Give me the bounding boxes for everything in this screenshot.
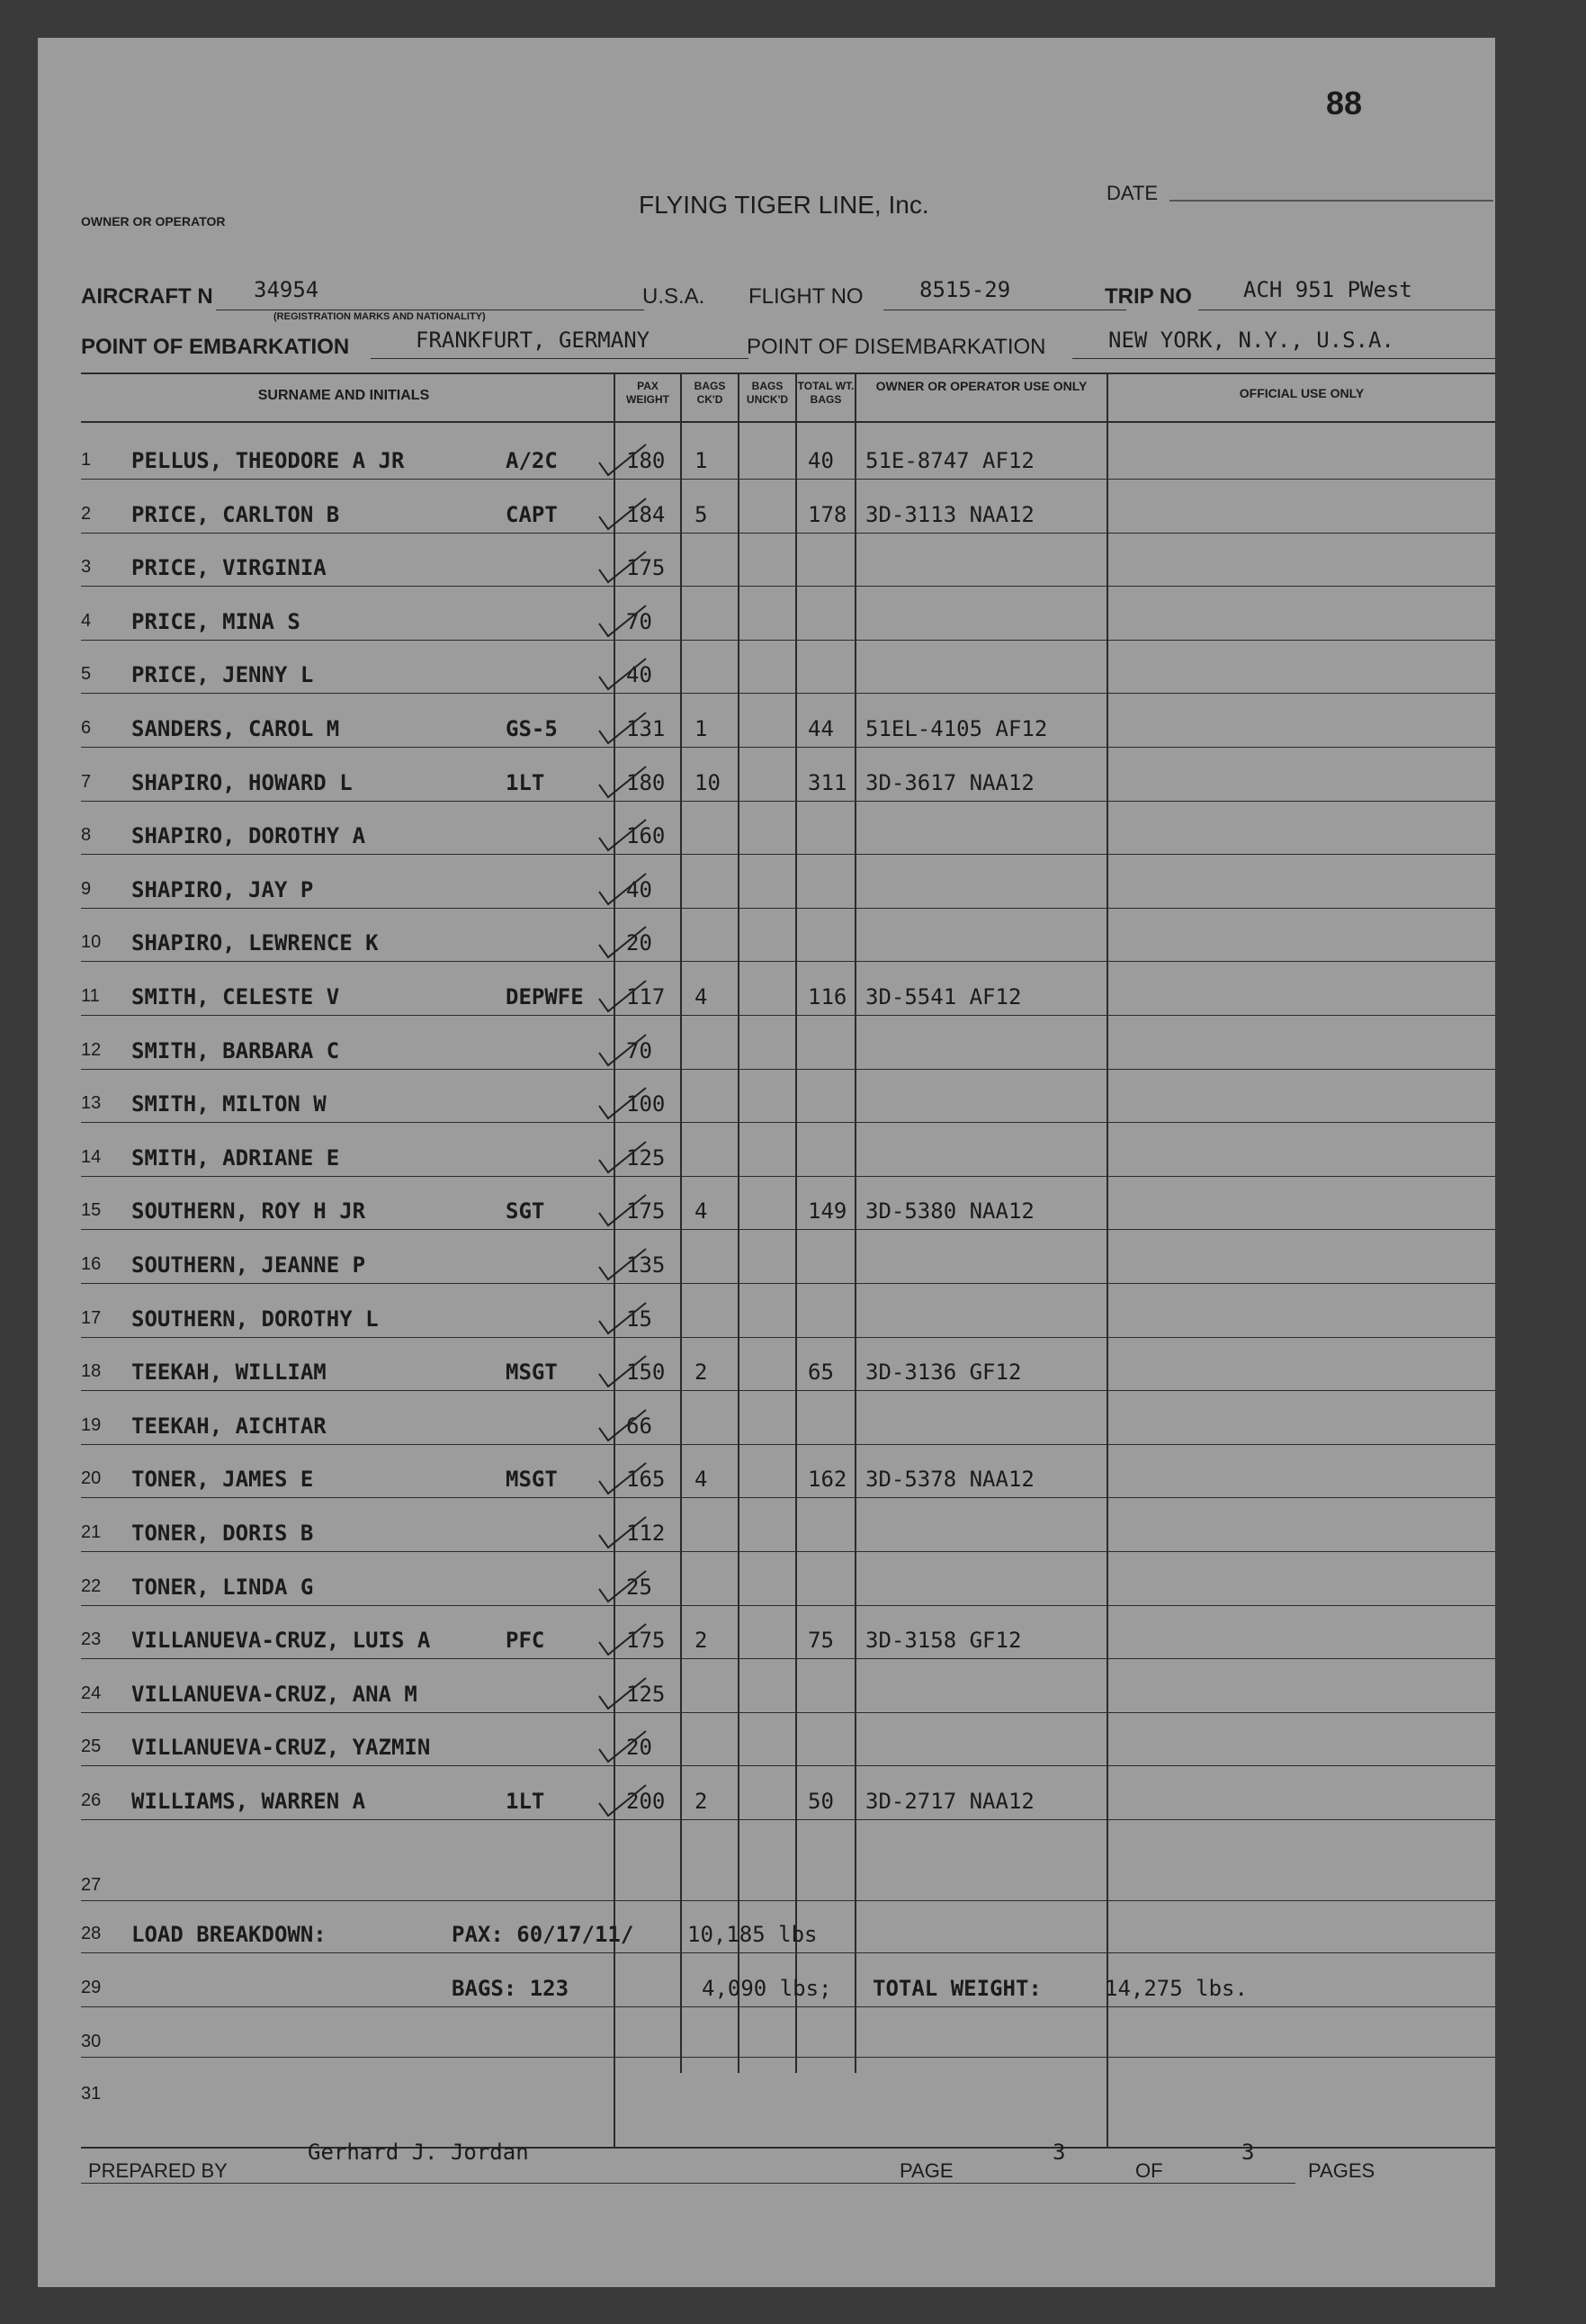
- check-mark-icon: [596, 765, 650, 801]
- row-line: [81, 586, 1495, 587]
- row-line: [81, 1444, 1495, 1445]
- bags-checked-cell: 4: [694, 1467, 708, 1492]
- check-mark-icon: [596, 1461, 650, 1497]
- pax-weight-cell: 15: [626, 1306, 652, 1332]
- col-divider-owner: [855, 372, 856, 2073]
- row-line: [81, 2057, 1495, 2058]
- row-line: [81, 747, 1495, 748]
- check-mark-icon: [596, 1140, 650, 1176]
- pax-weight-cell: 125: [626, 1145, 666, 1171]
- passenger-name: SMITH, BARBARA C: [131, 1038, 340, 1063]
- total-bag-weight-cell: 311: [808, 770, 847, 795]
- row-line: [81, 908, 1495, 909]
- check-mark-icon: [596, 497, 650, 533]
- total-bag-weight-cell: 162: [808, 1467, 847, 1492]
- check-mark-icon: [596, 1622, 650, 1658]
- passenger-name: SOUTHERN, DOROTHY L: [131, 1306, 379, 1332]
- pax-weight-cell: 184: [626, 502, 666, 527]
- pax-weight-cell: 135: [626, 1252, 666, 1278]
- check-mark-icon: [596, 1783, 650, 1819]
- row-line: [81, 2006, 1495, 2007]
- row-line: [81, 1605, 1495, 1606]
- embark-label: POINT OF EMBARKATION: [81, 335, 350, 359]
- row-number: 19: [81, 1415, 102, 1435]
- pax-weight-cell: 131: [626, 716, 666, 741]
- table-bottom-line: [81, 2147, 1495, 2149]
- aircraft-number: 34954: [254, 277, 319, 302]
- row-number: 24: [81, 1683, 102, 1703]
- passenger-name: SOUTHERN, ROY H JR: [131, 1198, 366, 1224]
- bags-checked-cell: 2: [694, 1628, 708, 1653]
- header-bags-ckd: BAGS CK'D: [694, 380, 726, 406]
- flight-label: FLIGHT NO: [748, 284, 864, 309]
- date-underline: [1169, 200, 1493, 202]
- row-line: [81, 1122, 1495, 1123]
- embark-place: FRANKFURT, GERMANY: [416, 328, 650, 353]
- passenger-name: PRICE, CARLTON B: [131, 502, 340, 527]
- row-number: 14: [81, 1147, 102, 1167]
- owner-use-cell: 51EL-4105 AF12: [865, 716, 1048, 741]
- passenger-rank: MSGT: [506, 1467, 558, 1492]
- header-official: OFFICIAL USE ONLY: [1239, 386, 1365, 400]
- check-mark-icon: [596, 1033, 650, 1069]
- check-mark-icon: [596, 1515, 650, 1551]
- trip-label: TRIP NO: [1105, 284, 1192, 309]
- owner-use-cell: 51E-8747 AF12: [865, 448, 1035, 473]
- pax-weight-cell: 100: [626, 1091, 666, 1117]
- row-line: [81, 1229, 1495, 1230]
- passenger-name: TEEKAH, WILLIAM: [131, 1359, 327, 1385]
- row-number: 26: [81, 1790, 102, 1810]
- owner-label: OWNER OR OPERATOR: [81, 214, 226, 229]
- passenger-name: SMITH, CELESTE V: [131, 984, 340, 1009]
- row-number: 22: [81, 1576, 102, 1596]
- pax-weight-cell: 175: [626, 555, 666, 580]
- total-weight: 14,275 lbs.: [1105, 1976, 1248, 2001]
- passenger-rank: 1LT: [506, 770, 545, 795]
- row-line: [81, 1900, 1495, 1901]
- row-line: [81, 1952, 1495, 1953]
- row-line: [81, 1765, 1495, 1766]
- pax-weight-cell: 160: [626, 823, 666, 848]
- check-mark-icon: [596, 979, 650, 1015]
- owner-use-cell: 3D-3136 GF12: [865, 1359, 1022, 1385]
- total-bag-weight-cell: 44: [808, 716, 834, 741]
- bags-checked-cell: 4: [694, 1198, 708, 1224]
- header-owner-use: OWNER OR OPERATOR USE ONLY: [875, 379, 1088, 393]
- passenger-name: PELLUS, THEODORE A JR: [131, 448, 405, 473]
- check-mark-icon: [596, 550, 650, 586]
- passenger-name: TONER, JAMES E: [131, 1467, 314, 1492]
- page-number-value: 3: [1053, 2140, 1066, 2165]
- disembark-underline: [1072, 358, 1495, 359]
- table-top-line: [81, 372, 1495, 374]
- pax-weight-cell: 66: [626, 1413, 652, 1439]
- row-number: 15: [81, 1200, 102, 1220]
- row-line: [81, 1712, 1495, 1713]
- check-mark-icon: [596, 1247, 650, 1283]
- row-number: 1: [81, 450, 92, 470]
- passenger-rank: PFC: [506, 1628, 545, 1653]
- check-mark-icon: [596, 1676, 650, 1712]
- row-number: 10: [81, 932, 102, 952]
- passenger-name: SHAPIRO, JAY P: [131, 877, 314, 902]
- row-line: [81, 1337, 1495, 1338]
- pax-breakdown: PAX: 60/17/11/: [452, 1922, 634, 1947]
- total-bag-weight-cell: 65: [808, 1359, 834, 1385]
- flight-number: 8515-29: [919, 277, 1011, 302]
- row-line: [81, 1069, 1495, 1070]
- row-line: [81, 1015, 1495, 1016]
- row-number: 25: [81, 1736, 102, 1756]
- col-divider-bags: [680, 372, 682, 2073]
- passenger-name: SHAPIRO, HOWARD L: [131, 770, 353, 795]
- bags-checked-cell: 2: [694, 1359, 708, 1385]
- pax-weight: 10,185 lbs: [687, 1922, 818, 1947]
- bags-checked-cell: 5: [694, 502, 708, 527]
- passenger-rank: DEPWFE: [506, 984, 584, 1009]
- pax-weight-cell: 40: [626, 662, 652, 687]
- passenger-rank: CAPT: [506, 502, 558, 527]
- pax-weight-cell: 125: [626, 1682, 666, 1707]
- pax-weight-cell: 200: [626, 1789, 666, 1814]
- total-bag-weight-cell: 50: [808, 1789, 834, 1814]
- row-number: 31: [81, 2084, 102, 2104]
- passenger-rank: A/2C: [506, 448, 558, 473]
- row-number: 12: [81, 1040, 102, 1060]
- nationality: U.S.A.: [642, 284, 705, 309]
- pax-weight-cell: 117: [626, 984, 666, 1009]
- of-label: OF: [1135, 2159, 1163, 2182]
- row-number: 5: [81, 664, 92, 684]
- row-number: 20: [81, 1468, 102, 1488]
- passenger-name: SHAPIRO, LEWRENCE K: [131, 930, 379, 956]
- passenger-rank: GS-5: [506, 716, 558, 741]
- owner-use-cell: 3D-3158 GF12: [865, 1628, 1022, 1653]
- row-line: [81, 640, 1495, 641]
- pax-weight-cell: 25: [626, 1575, 652, 1600]
- row-line: [81, 1497, 1495, 1498]
- row-number: 21: [81, 1522, 102, 1542]
- pax-weight-cell: 70: [626, 1038, 652, 1063]
- check-mark-icon: [596, 604, 650, 640]
- bags-breakdown: BAGS: 123: [452, 1976, 569, 2001]
- pax-weight-cell: 20: [626, 1735, 652, 1760]
- row-line: [81, 1390, 1495, 1391]
- page-label: PAGE: [900, 2159, 954, 2182]
- passenger-name: PRICE, MINA S: [131, 609, 300, 634]
- header-bottom-line: [81, 421, 1495, 423]
- check-mark-icon: [596, 1301, 650, 1337]
- passenger-name: VILLANUEVA-CRUZ, LUIS A: [131, 1628, 431, 1653]
- row-number: 27: [81, 1875, 102, 1895]
- aircraft-label: AIRCRAFT N: [81, 284, 213, 309]
- row-number: 23: [81, 1629, 102, 1649]
- row-number: 17: [81, 1308, 102, 1328]
- prepared-by-name: Gerhard J. Jordan: [308, 2140, 529, 2165]
- check-mark-icon: [596, 1569, 650, 1605]
- check-mark-icon: [596, 443, 650, 479]
- passenger-rank: 1LT: [506, 1789, 545, 1814]
- page-number: 88: [1326, 85, 1363, 121]
- header-total-wt: TOTAL WT. BAGS: [797, 380, 855, 406]
- passenger-name: PRICE, JENNY L: [131, 662, 314, 687]
- total-bag-weight-cell: 75: [808, 1628, 834, 1653]
- owner-use-cell: 3D-5541 AF12: [865, 984, 1022, 1009]
- passenger-name: SHAPIRO, DOROTHY A: [131, 823, 366, 848]
- pax-weight-cell: 70: [626, 609, 652, 634]
- bags-checked-cell: 10: [694, 770, 721, 795]
- pax-weight-cell: 20: [626, 930, 652, 956]
- row-line: [81, 961, 1495, 962]
- passenger-name: WILLIAMS, WARREN A: [131, 1789, 366, 1814]
- check-mark-icon: [596, 818, 650, 854]
- passenger-name: TONER, LINDA G: [131, 1575, 314, 1600]
- bags-checked-cell: 1: [694, 716, 708, 741]
- header-pax: PAX WEIGHT: [626, 380, 669, 406]
- passenger-name: SMITH, MILTON W: [131, 1091, 327, 1117]
- bags-checked-cell: 2: [694, 1789, 708, 1814]
- check-mark-icon: [596, 925, 650, 961]
- row-number: 6: [81, 718, 92, 738]
- load-breakdown-label: LOAD BREAKDOWN:: [131, 1922, 327, 1947]
- pages-label: PAGES: [1308, 2159, 1375, 2182]
- pax-weight-cell: 165: [626, 1467, 666, 1492]
- passenger-name: PRICE, VIRGINIA: [131, 555, 327, 580]
- total-bag-weight-cell: 178: [808, 502, 847, 527]
- check-mark-icon: [596, 657, 650, 693]
- row-number: 7: [81, 772, 92, 792]
- registration-note: (REGISTRATION MARKS AND NATIONALITY): [273, 311, 486, 322]
- owner-use-cell: 3D-3113 NAA12: [865, 502, 1035, 527]
- footer-underline: [81, 2183, 1295, 2184]
- bags-checked-cell: 4: [694, 984, 708, 1009]
- row-line: [81, 1176, 1495, 1177]
- total-bag-weight-cell: 149: [808, 1198, 847, 1224]
- check-mark-icon: [596, 1193, 650, 1229]
- owner-use-cell: 3D-5378 NAA12: [865, 1467, 1035, 1492]
- row-number: 28: [81, 1924, 102, 1943]
- disembark-label: POINT OF DISEMBARKATION: [747, 335, 1046, 359]
- row-line: [81, 801, 1495, 802]
- passenger-name: TONER, DORIS B: [131, 1521, 314, 1546]
- col-divider-unck: [738, 372, 739, 2073]
- pax-weight-cell: 180: [626, 448, 666, 473]
- total-pages-value: 3: [1241, 2140, 1255, 2165]
- operator-name: FLYING TIGER LINE, Inc.: [639, 191, 929, 219]
- passenger-name: VILLANUEVA-CRUZ, YAZMIN: [131, 1735, 431, 1760]
- row-number: 13: [81, 1093, 102, 1113]
- row-line: [81, 533, 1495, 534]
- row-number: 30: [81, 2032, 102, 2051]
- header-surname: SURNAME AND INITIALS: [257, 388, 430, 403]
- passenger-name: VILLANUEVA-CRUZ, ANA M: [131, 1682, 417, 1707]
- check-mark-icon: [596, 1086, 650, 1122]
- check-mark-icon: [596, 711, 650, 747]
- check-mark-icon: [596, 1729, 650, 1765]
- pax-weight-cell: 175: [626, 1628, 666, 1653]
- row-line: [81, 1819, 1495, 1820]
- row-number: 4: [81, 611, 92, 631]
- pax-weight-cell: 112: [626, 1521, 666, 1546]
- total-bag-weight-cell: 40: [808, 448, 834, 473]
- pax-weight-cell: 40: [626, 877, 652, 902]
- total-bag-weight-cell: 116: [808, 984, 847, 1009]
- header-bags-unck: BAGS UNCK'D: [746, 380, 789, 406]
- row-number: 29: [81, 1978, 102, 1997]
- pax-weight-cell: 150: [626, 1359, 666, 1385]
- row-number: 8: [81, 825, 92, 845]
- check-mark-icon: [596, 872, 650, 908]
- col-divider-official: [1107, 372, 1108, 2147]
- bags-checked-cell: 1: [694, 448, 708, 473]
- pax-weight-cell: 180: [626, 770, 666, 795]
- bags-weight: 4,090 lbs;: [702, 1976, 832, 2001]
- trip-number: ACH 951 PWest: [1243, 277, 1412, 302]
- row-number: 9: [81, 879, 92, 899]
- passenger-name: SMITH, ADRIANE E: [131, 1145, 340, 1171]
- passenger-rank: MSGT: [506, 1359, 558, 1385]
- col-divider-total: [795, 372, 797, 2073]
- check-mark-icon: [596, 1408, 650, 1444]
- row-line: [81, 693, 1495, 694]
- passenger-name: SOUTHERN, JEANNE P: [131, 1252, 366, 1278]
- row-line: [81, 854, 1495, 855]
- owner-use-cell: 3D-5380 NAA12: [865, 1198, 1035, 1224]
- date-label: DATE: [1107, 182, 1159, 204]
- pax-weight-cell: 175: [626, 1198, 666, 1224]
- row-number: 16: [81, 1254, 102, 1274]
- embark-underline: [371, 358, 748, 359]
- disembark-place: NEW YORK, N.Y., U.S.A.: [1108, 328, 1394, 353]
- owner-use-cell: 3D-3617 NAA12: [865, 770, 1035, 795]
- row-line: [81, 479, 1495, 480]
- row-line: [81, 1551, 1495, 1552]
- row-line: [81, 1283, 1495, 1284]
- row-number: 11: [81, 986, 100, 1006]
- passenger-name: TEEKAH, AICHTAR: [131, 1413, 327, 1439]
- row-number: 3: [81, 557, 92, 577]
- owner-use-cell: 3D-2717 NAA12: [865, 1789, 1035, 1814]
- passenger-rank: SGT: [506, 1198, 545, 1224]
- passenger-name: SANDERS, CAROL M: [131, 716, 340, 741]
- row-number: 2: [81, 504, 92, 524]
- row-line: [81, 1658, 1495, 1659]
- row-number: 18: [81, 1361, 102, 1381]
- check-mark-icon: [596, 1354, 650, 1390]
- prepared-by-label: PREPARED BY: [88, 2159, 228, 2182]
- total-weight-label: TOTAL WEIGHT:: [873, 1976, 1042, 2001]
- manifest-page: [38, 38, 1495, 2287]
